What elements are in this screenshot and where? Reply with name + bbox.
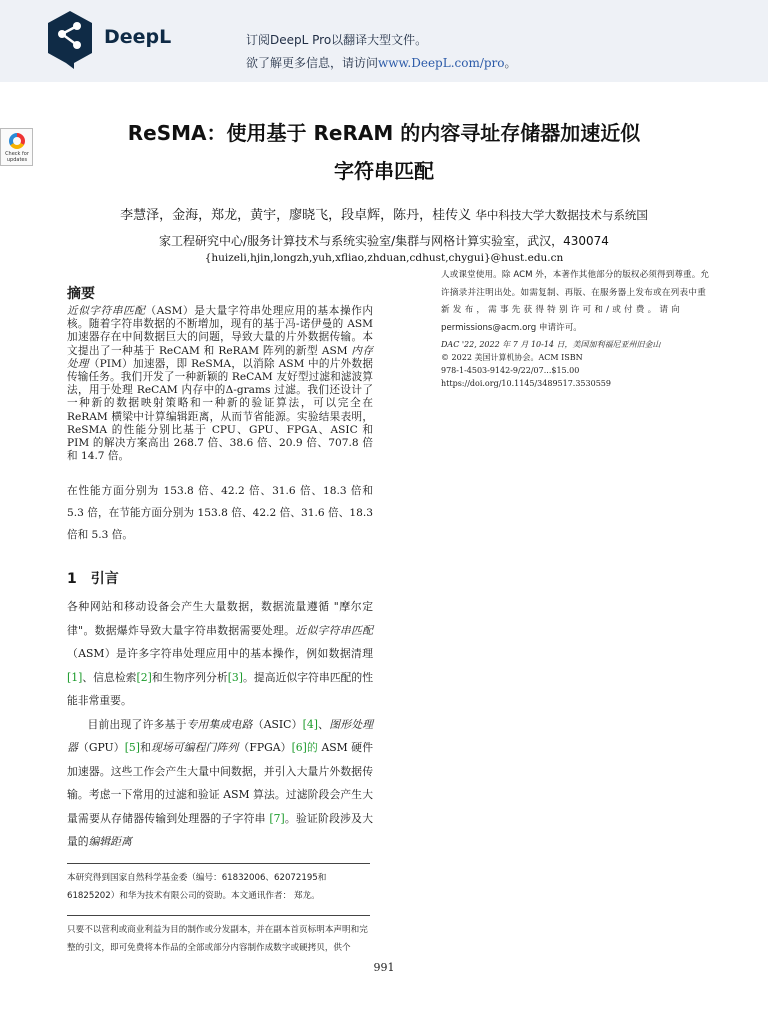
banner-info-prefix: 欲了解更多信息，请访问 [246,56,379,70]
intro-text: 、 [317,717,330,731]
page-number: 991 [373,961,395,974]
author-emails: {huizeli,hjin,longzh,yuh,xfliao,zhduan,cdhust,chygui}@hust.edu.cn [204,252,564,264]
deepl-pro-link[interactable]: www.DeepL.com/pro [378,56,505,70]
abstract-body [67,305,373,463]
intro-section-number: 1 [67,571,77,587]
intro-paragraph-2 [67,713,373,854]
citation-link[interactable]: [5] [124,741,140,754]
permission-text-2: 重新发布，需事先获得特别许可和/或付费。请向 [441,287,709,315]
author-list: 李慧泽，金海，郑龙，黄宇，廖晓飞，段卓辉，陈丹，桂传义 [120,208,472,223]
paper-authors [60,204,708,227]
deepl-banner [0,0,768,82]
publication-metadata [441,338,711,390]
permission-continuation [441,267,709,337]
deepl-logo-icon [44,9,96,69]
intro-text: 和生物序列分析 [151,670,228,684]
paper-title-line2: 字符串匹配 [334,159,434,183]
intro-heading [67,568,119,588]
funding-footnote: 本研究得到国家自然科学基金委（编号：61832006、62072195和61825202）和华为技术有限公司的资助。本文通讯作者： 郑龙。 [67,873,327,901]
permission-footnote: 只要不以营利或商业利益为目的制作或分发副本，并在副本首页标明本声明和完整的引文，即可免费将本作品的全部或部分内容制作成数字或硬拷贝，供个 [67,925,368,953]
check-for-updates-label: Check for updates [5,151,29,163]
crossmark-icon [9,133,25,149]
affiliation-part2: 家工程研究中心/服务计算技术与系统实验室/集群与网格计算实验室，武汉，430074 [159,234,609,248]
intro-term: 图形处理器 [67,717,374,754]
intro-text: 。提高近似字符串匹配的性能非常重要。 [67,670,374,707]
permission-text-1: 人或课堂使用。除 ACM 外，本著作其他部分的版权必须得到尊重。允许摘录并注明出处。如需复制、再版、在服务器上发布或在列表中 [441,270,709,298]
intro-term: 专用集成电路 [186,717,253,731]
intro-body [67,595,373,854]
intro-text: ASM 硬件加速器。这些工作会产生大量中间数据，并引入大量片外数据传输。考虑一下常用的过滤和验证 ASM 算法。过滤阶段会产生大量需要从存储器传输到处理器的子字符串 [67,741,373,825]
banner-subscribe-text: 订阅DeepL Pro以翻译大型文件。 [246,33,428,47]
citation-link[interactable]: [7] [269,811,285,825]
citation-link[interactable]: [1] [67,670,83,684]
abstract-heading: 摘要 [67,286,95,302]
banner-info-text [246,54,517,71]
intro-text: 目前出现了许多基于 [87,717,187,731]
isbn-line: 978-1-4503-9142-9/22/07...$15.00 [441,366,580,375]
affiliation-part1: 华中科技大学大数据技术与系统国 [475,208,648,222]
permission-divider [67,915,370,916]
intro-text: 、信息检索 [82,670,137,684]
intro-text: （FPGA） [238,741,292,754]
citation-link[interactable]: [4] [302,717,318,731]
intro-text: （ASIC） [252,717,303,731]
permission-email: permissions@acm.org 申请许可。 [441,322,582,333]
intro-text: 各种网站和移动设备会产生大量数据，数据流量遵循 "摩尔定律"。数据爆炸导致大量字符串数据需要处理。 [67,600,373,637]
copyright-line: © 2022 美国计算机协会。ACM ISBN [441,353,583,362]
intro-term: 编辑距离 [88,835,132,848]
citation-link[interactable]: [3] [227,670,243,684]
abstract-term: 近似字符串匹配 [67,305,146,317]
conference-info: DAC '22, 2022 年 7 月 10-14 日，美国加利福尼亚州旧金山 [441,340,661,349]
footnote-divider [67,863,370,864]
abstract-text-a: （ASM）是大量字符串处理应用的基本操作内核。随着字符串数据的不断增加，现有的基于冯-诺伊曼的 ASM 加速器存在中间数据巨大的问题，导致大量的片外数据传输。本文提出了一种基于 ReCAM 和 ReRAM 阵列的新型 ASM [67,305,373,357]
intro-section-title: 引言 [90,571,119,587]
abstract-continuation: 在性能方面分别为 153.8 倍、42.2 倍、31.6 倍、18.3 倍和 5.3 倍，在节能方面分别为 153.8 倍、42.2 倍、31.6 倍、18.3 倍和 5.3 倍。 [67,485,373,541]
check-for-updates-badge[interactable] [0,128,33,166]
intro-text: 。验证阶段涉及大量的 [67,811,374,848]
intro-term: 现场可编程门阵列 [151,741,239,754]
intro-text: （ASM）是许多字符串处理应用中的基本操作，例如数据清理 [67,647,373,660]
deepl-wordmark: DeepL [104,26,172,48]
paper-title [60,114,708,190]
intro-paragraph-1 [67,595,373,713]
intro-term: 近似字符串匹配 [295,623,374,637]
abstract-text-b: （PIM）加速器，即 ReSMA，以消除 ASM 中的片外数据传输任务。我们开发了一种新颖的 ReCAM 友好型过滤和滤波算法，用于处理 ReCAM 内存中的Δ-grams 过滤。我们还设计了一种新的数据映射策略和一种新的验证算法，可以完全在 ReRAM 横梁中计算编辑距离，从而节省能源。实验结果表明，ReSMA 的性能分别比基于 CPU、GPU、FPGA、ASIC 和 PIM 的解决方案高出 268.7 倍、38.6 倍、20.9 倍、707.8 倍和 14.7 倍。 [67,357,373,463]
banner-info-suffix: 。 [504,56,517,70]
citation-link[interactable]: [6]的 [291,741,318,754]
citation-link[interactable]: [2] [136,670,152,684]
intro-text: （GPU） [77,741,125,754]
paper-title-line1: ReSMA：使用基于 ReRAM 的内容寻址存储器加速近似 [127,121,641,145]
doi-link[interactable]: https://doi.org/10.1145/3489517.3530559 [441,379,611,388]
intro-text: 和 [139,741,152,754]
abstract-pim-term: 内存处理 [67,344,374,370]
